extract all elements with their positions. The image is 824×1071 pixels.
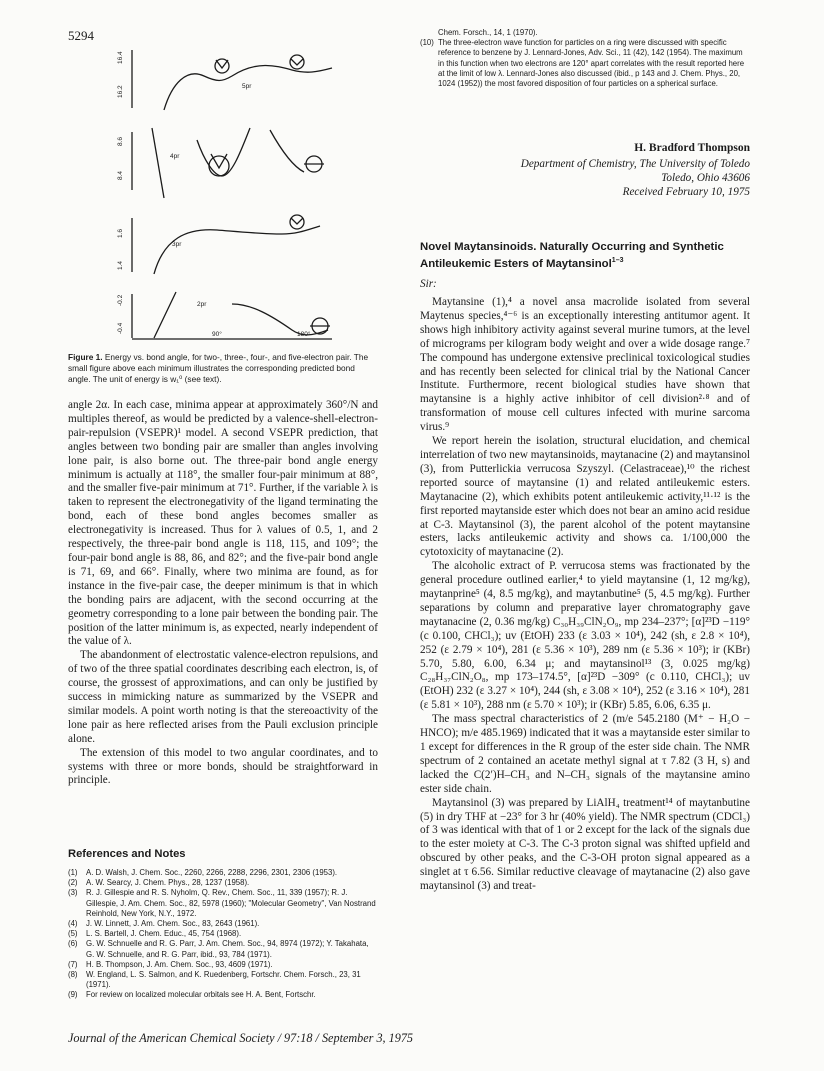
panel-label: 5pr xyxy=(242,83,252,90)
reference-item: (7) H. B. Thompson, J. Am. Chem. Soc., 93, 4609 (1971). xyxy=(68,959,273,969)
angle-glyph xyxy=(209,156,229,176)
body-paragraph: Maytansine (1),⁴ a novel ansa macrolide isolated from several Maytenus species,⁴⁻⁶ is an exceptionally interesting antitumor agent. It shows high inhibitory activity against several murine tumors, at the level of micrograms per kilogram body weight and over a wide dosage range.⁷ The compound has undergone extensive preclinical toxicological studies and has recently been selected for clinical trial by the National Cancer Institute. Furthermore, recent biological studies have shown that maytansine is a highly active inhibitor of cell division²·⁸ and of transformation of mouse cell cultures infected with murine sarcoma virus.⁹ xyxy=(420,296,750,434)
left-body xyxy=(68,399,378,788)
continued-references xyxy=(420,28,750,89)
reference-item: (4) J. W. Linnett, J. Am. Chem. Soc., 83, 2643 (1961). xyxy=(68,919,260,929)
body-paragraph: Maytansinol (3) was prepared by LiAlH₄ treatment¹⁴ of maytanbutine (5) in dry THF at −23° for 3 hr (40% yield). The NMR spectrum (CDCl₃) of 3 was identical with that of 1 or 2 except for the lack of the signals due to the ester moiety at C-3. The C-3 proton signal was shifted upfield and obscured by other peaks, and the C-3-OH proton signal appeared as a singlet at τ 6.56. Similar reductive cleavage of maytanacine (2) also gave maytansinol (3) and treat- xyxy=(420,796,750,893)
angle-glyph xyxy=(290,215,304,229)
y-tick-label: 8.6 xyxy=(117,136,124,146)
affiliation-line: Toledo, Ohio 43606 xyxy=(661,172,750,184)
body-paragraph: The abandonment of electrostatic valence-electron repulsions, and of two of the three spatial coordinates describing each electron, is, of course, the grossest of approximations, and can only be justified by success in mimicking nature as summarized by the VSEPR and similar models. A point worth noting is that the stereoactivity of the lone pair as here reflected arises from the Pauli exclusion principle alone. xyxy=(68,649,378,745)
energy-figure xyxy=(92,48,362,344)
reference-item: (9) For review on localized molecular orbitals see H. A. Bent, Fortschr. xyxy=(68,990,316,1000)
article-title-text: Novel Maytansinoids. Naturally Occurring and Synthetic Antileukemic Esters of Maytansinol xyxy=(420,241,724,270)
affiliation-line: Department of Chemistry, The University of Toledo xyxy=(520,158,750,170)
panel-label: 2pr xyxy=(197,301,207,308)
journal-footer: Journal of the American Chemical Society / 97:18 / September 3, 1975 xyxy=(68,1031,414,1045)
reference-item: (10) The three-electron wave function for particles on a ring were discussed with specific reference to benzene by J. Lennard-Jones, Adv. Sci., 11 (42), 142 (1954). The maximum in this function when two electrons are 120° apart correlates with the result reported here at the limit of low λ. Lennard-Jones also discussed (ibid., p 143 and J. Chem. Phys., 20, 1024 (1952)) the most favored disposition of four particles on a spherical surface. xyxy=(420,38,745,89)
body-paragraph: The alcoholic extract of P. verrucosa stems was fractionated by the general procedure outlined earlier,⁴ to yield maytansine (1, 12 mg/kg), maytanprine⁵ (4, 8.5 mg/kg), and maytanbutine⁵ (5, 4.5 mg/kg). Further separations by column and preparative layer chromatography gave maytanacine (2, 0.36 mg/kg) C₃₀H₃₉ClN₂O₉, mp 234–237°; [α]²³D −119° (c 0.100, CHCl₃); uv (EtOH) 233 (ε 3.03 × 10⁴), 242 (sh, ε 2.8 × 10⁴), 252 (ε 2.79 × 10⁴), 281 (ε 5.36 × 10³), 289 nm (ε 5.36 × 10³); ir (KBr) 5.70, 5.80, 6.00, 6.34 μ; and maytansinol¹³ (3, 0.025 mg/kg) C₂₈H₃₇ClN₂O₈, mp 173–174.5°, [α]²³D −309° (c 0.110, CHCl₃); uv (EtOH) 232 (ε 3.27 × 10⁴), 244 (sh, ε 3.08 × 10⁴), 252 (ε 3.16 × 10⁴), 281 (ε 5.81 × 10³), 288 nm (ε 5.70 × 10³); ir (KBr) 5.85, 6.06, 6.35 μ. xyxy=(420,560,750,712)
references-heading: References and Notes xyxy=(68,848,186,860)
body-paragraph: angle 2α. In each case, minima appear at approximately 360°/N and multiples thereof, as would be predicted by a valence-shell-electron-pair-repulsion (VSEPR)¹ model. A second VSEPR prediction, that angles between two bonding pair are smaller than angles involving lone pair, is also borne out. The three-pair bond angle energy minimum is actually at 118°, the smaller four-pair minimum at 88°, and the smaller five-pair minimum at 71°. Further, if the variable λ is taken to represent the electronegativity of the ligand terminating the bond, each of these bond angles becomes smaller as electronegativity is increased. Thus for λ values of 0.5, 1, and 2 respectively, the three-pair bond angle is 118, 115, and 109°; the four-pair bond angle is 88, 86, and 82°; and the five-pair bond angle is 71, 69, and 66°. Finally, where two minima are found, as for instance in the five-pair case, the deeper minimum is that in which the bonding pairs are adjacent, with the second occurring at the geometry corresponding to a lone pair between the bonding pair. The position of the latter minimum is, as expected, nearly independent of the value of λ. xyxy=(68,399,378,648)
y-tick-label: 1.6 xyxy=(117,228,124,238)
author-name: H. Bradford Thompson xyxy=(634,142,750,154)
figure-caption xyxy=(68,352,373,385)
y-tick-label: 8.4 xyxy=(117,170,124,180)
reference-item: (2) A. W. Searcy, J. Chem. Phys., 28, 1237 (1958). xyxy=(68,878,250,888)
reference-item: (6) G. W. Schnuelle and R. G. Parr, J. Am. Chem. Soc., 94, 8974 (1972); Y. Takahata, G. W. Schnuelle, and R. G. Parr, ibid., 93, 784 (1971). xyxy=(68,939,369,959)
energy-plot xyxy=(92,48,362,344)
panel-label: 4pr xyxy=(170,153,180,160)
y-tick-label: 16.4 xyxy=(117,51,124,64)
y-tick-label: -0.2 xyxy=(117,294,124,306)
reference-item: (5) L. S. Bartell, J. Chem. Educ., 45, 754 (1968). xyxy=(68,929,242,939)
references-list xyxy=(68,868,378,1001)
body-paragraph: The mass spectral characteristics of 2 (m/e 545.2180 (M⁺ − H₂O − HNCO); m/e 485.1969) indicated that it was a maytanside ester similar to 1 except for differences in the R group of the ester side chain. The NMR spectrum of 2 contained an acetate methyl signal at τ 7.82 (3 H, s) and lacked the C(2′)H–CH₃ and N–CH₃ signals of the maytansine amino ester side chain. xyxy=(420,713,750,795)
figure-caption-label: Figure 1. xyxy=(68,352,103,362)
panel-3pr-curve xyxy=(154,226,320,274)
body-paragraph: We report herein the isolation, structural elucidation, and chemical interrelation of two new maytansinoids, maytanacine (2) and maytansinol (3), from Putterlickia verrucosa Szyszyl. (Celastraceae),¹⁰ the richest reported source of maytansine (1) and related antileukemic esters. Maytanacine (2), which exhibits potent antileukemic activity,¹¹·¹² is the first reported maytanside ester which does not bear an amino acid residue at C-3. Maytansinol (3), the parent alcohol of the potent maytansine esters, lacks antileukemic activity and shows ca. 1/100,000 the cytotoxicity of maytanacine (2). xyxy=(420,435,750,559)
page-number: 5294 xyxy=(68,28,94,43)
x-tick-label: 180° xyxy=(297,331,311,338)
body-paragraph: The extension of this model to two angular coordinates, and to systems with three or more bonds, should be straightforward in principle. xyxy=(68,746,378,787)
y-tick-label: 1.4 xyxy=(117,260,124,270)
right-body xyxy=(420,296,750,894)
reference-item: Chem. Forsch., 14, 1 (1970). xyxy=(438,28,538,37)
panel-label: 3pr xyxy=(172,241,182,248)
angle-glyph xyxy=(290,55,304,69)
reference-item: (1) A. D. Walsh, J. Chem. Soc., 2260, 2266, 2288, 2296, 2301, 2306 (1953). xyxy=(68,868,338,877)
reference-item: (3) R. J. Gillespie and R. S. Nyholm, Q. Rev., Chem. Soc., 11, 339 (1957); R. J. Gillespie, J. Am. Chem. Soc., 82, 5978 (1960); "Molecular Geometry", Van Nostrand Reinhold, New York, N.Y., 1972. xyxy=(68,888,376,918)
received-date: Received February 10, 1975 xyxy=(622,186,750,198)
article-title xyxy=(420,240,750,271)
y-tick-label: -0.4 xyxy=(117,322,124,334)
author-affiliation xyxy=(521,157,750,199)
article-title-footnote: 1–3 xyxy=(611,257,624,264)
x-tick-label: 90° xyxy=(212,331,222,338)
reference-item: (8) W. England, L. S. Salmon, and K. Ruedenberg, Fortschr. Chem. Forsch., 23, 31 (1971). xyxy=(68,970,361,990)
figure-caption-text: Energy vs. bond angle, for two-, three-, four-, and five-electron pair. The small figure above each minimum illustrates the corresponding predicted bond angle. The unit of energy is w₁⁰ (see text). xyxy=(68,352,369,384)
salutation: Sir: xyxy=(420,278,437,290)
y-tick-label: 16.2 xyxy=(117,85,124,98)
